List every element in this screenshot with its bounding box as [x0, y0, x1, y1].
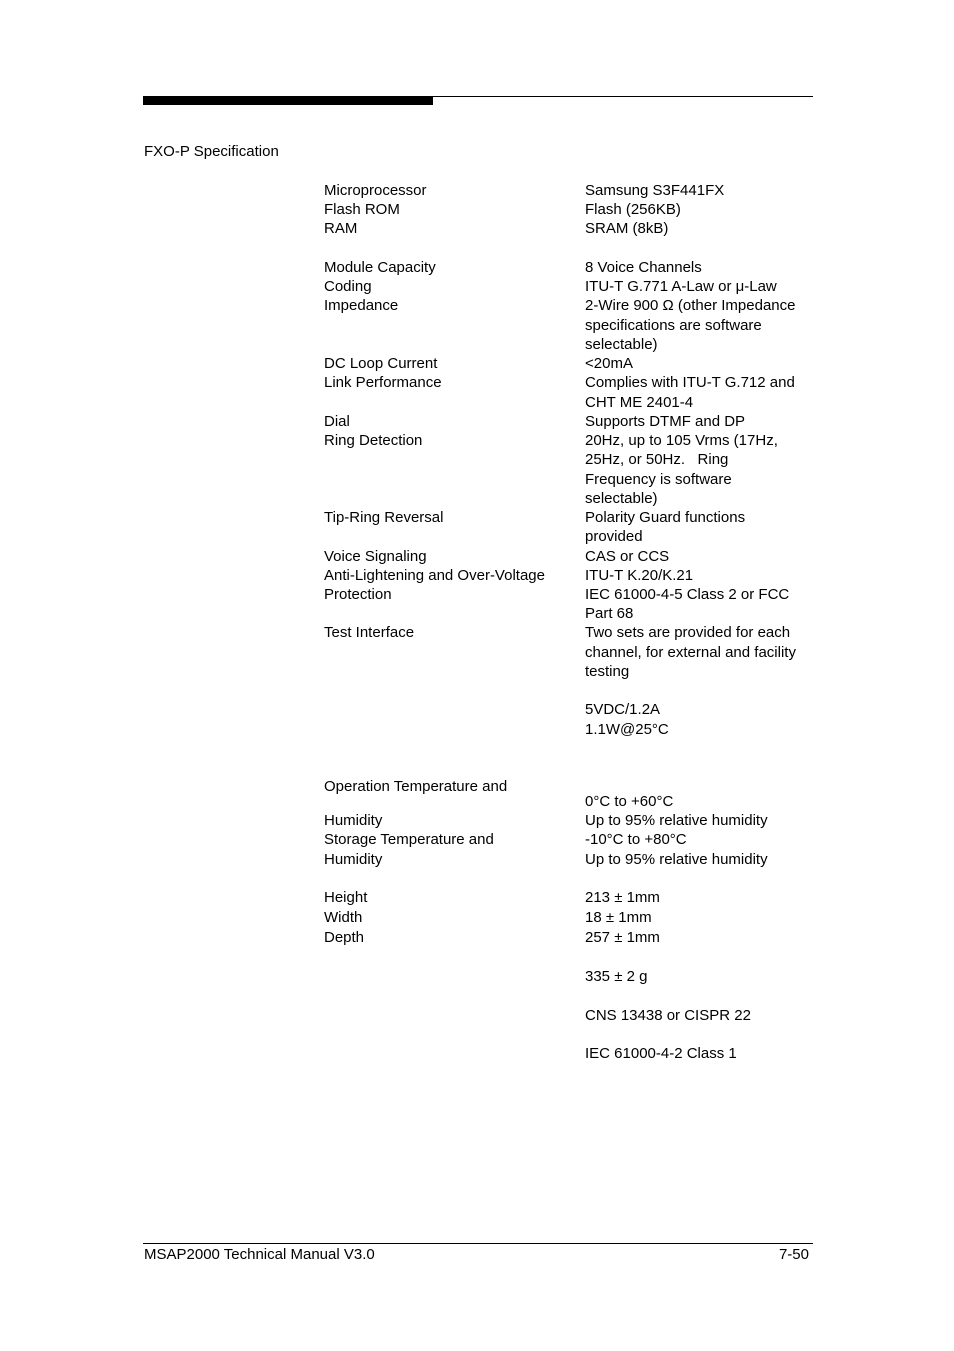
spec-label: Humidity [324, 812, 383, 829]
spec-value: Complies with ITU-T G.712 and [585, 374, 795, 391]
spec-label: Impedance [324, 297, 399, 314]
spec-value: ITU-T K.20/K.21 [585, 567, 694, 584]
spec-label: Module Capacity [324, 259, 436, 276]
spec-value: 213 ± 1mm [585, 889, 660, 906]
spec-value: channel, for external and facility [585, 644, 796, 661]
spec-value: Polarity Guard functions [585, 509, 746, 526]
spec-value: Samsung S3F441FX [585, 182, 725, 199]
spec-value: IEC 61000-4-2 Class 1 [585, 1045, 737, 1062]
spec-value: <20mA [585, 355, 633, 372]
spec-label: Operation Temperature and [324, 778, 508, 795]
spec-value: -10°C to +80°C [585, 831, 687, 848]
header-rule-thick [143, 96, 433, 105]
spec-value: 18 ± 1mm [585, 909, 652, 926]
spec-value: selectable) [585, 490, 658, 507]
spec-value: CNS 13438 or CISPR 22 [585, 1007, 751, 1024]
spec-label: Anti-Lightening and Over-Voltage [324, 567, 545, 584]
spec-value: provided [585, 528, 643, 545]
spec-value: 20Hz, up to 105 Vrms (17Hz, [585, 432, 778, 449]
spec-label: Humidity [324, 851, 383, 868]
spec-value: 335 ± 2 g [585, 968, 648, 985]
spec-value: Two sets are provided for each [585, 624, 791, 641]
spec-value: 257 ± 1mm [585, 929, 660, 946]
section-title: FXO-P Specification [144, 143, 279, 160]
page-number: 7-50 [778, 1246, 809, 1263]
spec-label: Height [324, 889, 368, 906]
spec-value: specifications are software [585, 317, 762, 334]
spec-value: Up to 95% relative humidity [585, 851, 768, 868]
spec-label: Width [324, 909, 363, 926]
spec-label: Storage Temperature and [324, 831, 494, 848]
spec-value: 2-Wire 900 Ω (other Impedance [585, 297, 796, 314]
spec-label: Link Performance [324, 374, 442, 391]
spec-label: Voice Signaling [324, 548, 427, 565]
spec-value: 25Hz, or 50Hz. Ring [585, 451, 729, 468]
spec-label: DC Loop Current [324, 355, 438, 372]
spec-value: CAS or CCS [585, 548, 670, 565]
spec-value: Up to 95% relative humidity [585, 812, 768, 829]
spec-label: Coding [324, 278, 372, 295]
spec-value: SRAM (8kB) [585, 220, 669, 237]
spec-value: 8 Voice Channels [585, 259, 702, 276]
spec-value: IEC 61000-4-5 Class 2 or FCC [585, 586, 790, 603]
spec-label: Tip-Ring Reversal [324, 509, 444, 526]
spec-value: selectable) [585, 336, 658, 353]
spec-value: 0°C to +60°C [585, 793, 674, 810]
spec-label: Microprocessor [324, 182, 427, 199]
spec-label: Ring Detection [324, 432, 423, 449]
spec-value: ITU-T G.771 A-Law or μ-Law [585, 278, 777, 295]
spec-value: Flash (256KB) [585, 201, 681, 218]
spec-value: CHT ME 2401-4 [585, 394, 694, 411]
header-rule-thin [143, 96, 813, 97]
spec-value: Frequency is software [585, 471, 732, 488]
footer-rule [143, 1243, 813, 1244]
spec-label: Dial [324, 413, 350, 430]
spec-label: Flash ROM [324, 201, 400, 218]
spec-label: Protection [324, 586, 392, 603]
spec-value: testing [585, 663, 630, 680]
spec-value: Supports DTMF and DP [585, 413, 746, 430]
spec-label: Depth [324, 929, 365, 946]
spec-label: RAM [324, 220, 358, 237]
footer-manual-title: MSAP2000 Technical Manual V3.0 [144, 1246, 375, 1263]
spec-value: Part 68 [585, 605, 634, 622]
spec-label: Test Interface [324, 624, 415, 641]
spec-value: 5VDC/1.2A [585, 701, 661, 718]
spec-value: 1.1W@25°C [585, 721, 669, 738]
